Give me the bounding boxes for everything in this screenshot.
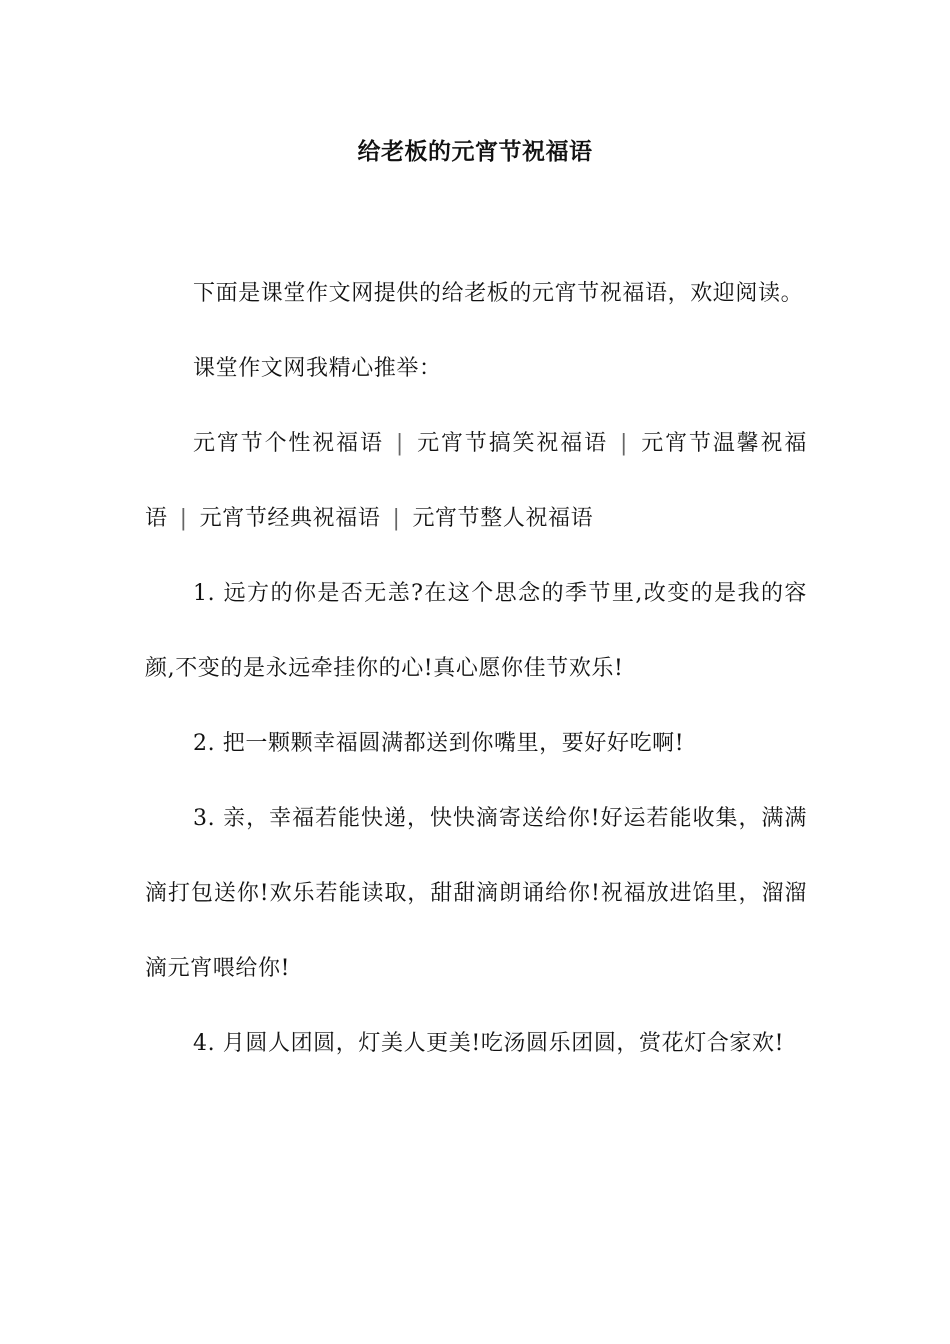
- blessing-item: 1. 远方的你是否无恙?在这个思念的季节里,改变的是我的容颜,不变的是永远牵挂你的心!真心愿你佳节欢乐!: [145, 581, 807, 681]
- recommended-link[interactable]: 元宵节个性祝福语: [193, 431, 384, 456]
- link-separator: |: [619, 431, 628, 456]
- link-separator: |: [392, 506, 401, 531]
- recommended-links: [145, 406, 807, 556]
- blessing-item: 4. 月圆人团圆，灯美人更美!吃汤圆乐团圆，赏花灯合家欢!: [193, 1031, 785, 1056]
- recommended-link[interactable]: 元宵节经典祝福语: [199, 506, 381, 531]
- intro-paragraph: 下面是课堂作文网提供的给老板的元宵节祝福语，欢迎阅读。: [193, 281, 804, 306]
- recommended-link[interactable]: 元宵节搞笑祝福语: [415, 431, 608, 456]
- blessing-item: 3. 亲，幸福若能快递，快快滴寄送给你!好运若能收集，满满滴打包送你!欢乐若能读取，甜甜滴朗诵给你!祝福放进馅里，溜溜滴元宵喂给你!: [145, 806, 807, 981]
- recommended-link[interactable]: 元宵节整人祝福语: [412, 506, 594, 531]
- recommend-label: 课堂作文网我精心推举：: [193, 356, 442, 381]
- blessing-item: 2. 把一颗颗幸福圆满都送到你嘴里，要好好吃啊!: [193, 731, 685, 756]
- recommended-link[interactable]: 元宵节温馨祝福语: [145, 431, 807, 531]
- document-body: [145, 256, 807, 1081]
- link-separator: |: [179, 506, 188, 531]
- link-separator: |: [395, 431, 404, 456]
- document-title: 给老板的元宵节祝福语: [357, 138, 593, 165]
